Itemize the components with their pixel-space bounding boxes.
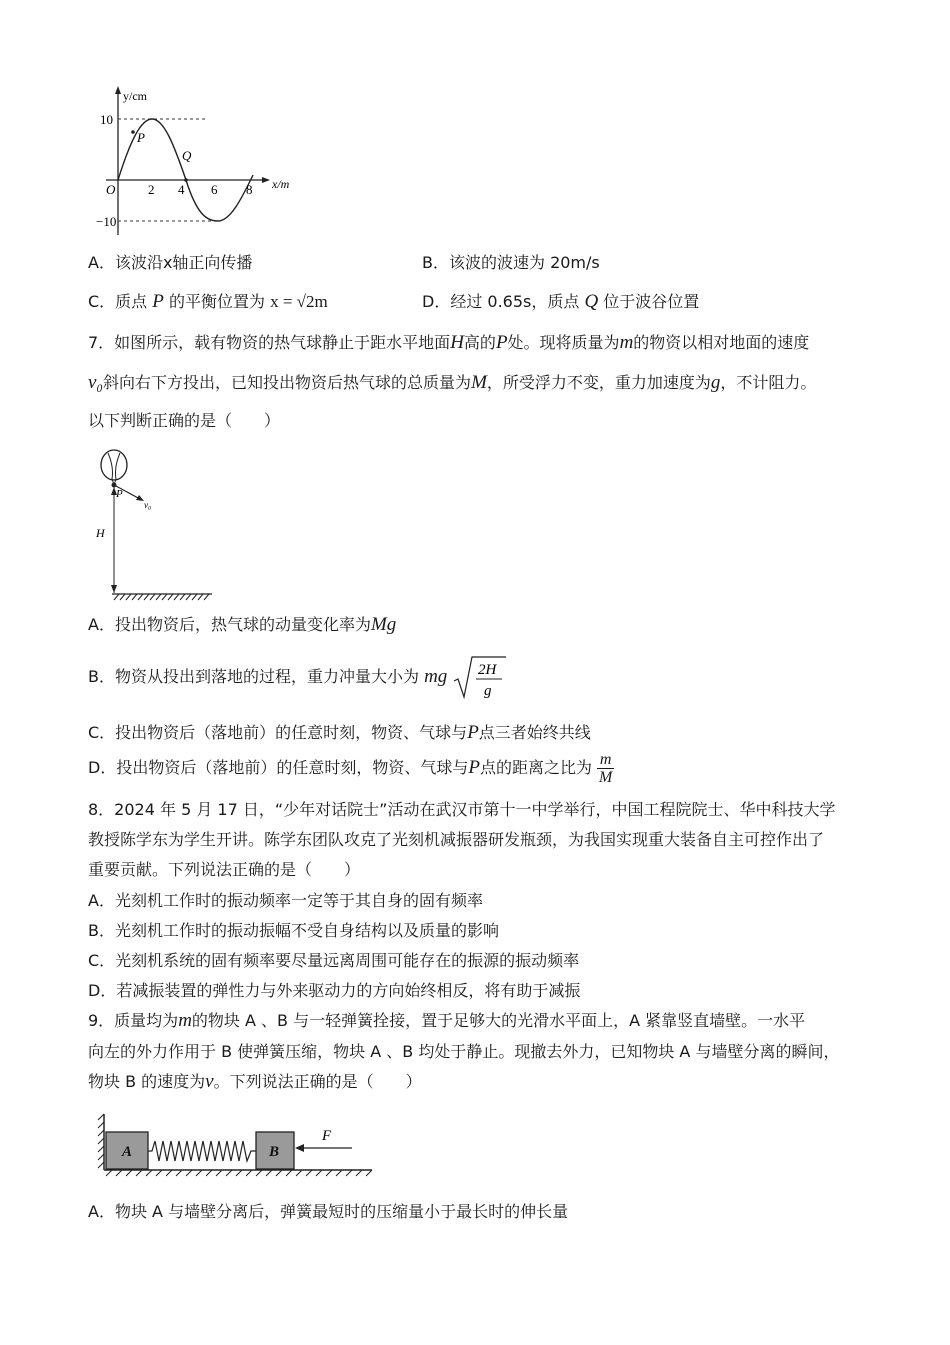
block-a-label: A	[122, 1144, 133, 1160]
q7-stem-text: 处。现将质量为	[507, 333, 620, 352]
q8-option-c: C．光刻机系统的固有频率要尽量远离周围可能存在的振源的振动频率	[88, 951, 580, 970]
sqrt-icon	[452, 655, 508, 701]
point-p-dot	[131, 130, 135, 134]
balloon-lobe-icon	[108, 453, 120, 479]
q7-option-c	[88, 722, 591, 744]
q7-stem-text: 7．如图所示，载有物资的热气球静止于距水平地面	[88, 333, 451, 352]
wave-figure	[96, 80, 306, 240]
q7-option-c-text: C．投出物资后（落地前）的任意时刻，物资、气球与	[88, 723, 468, 742]
wall-hatch	[98, 1114, 104, 1168]
q7-option-b	[88, 653, 508, 701]
x-tick-4: 4	[178, 182, 185, 197]
q7-option-b-formula: mg	[424, 666, 448, 687]
q6-option-b: B．该波的波速为 20m/s	[422, 253, 600, 272]
x-axis-arrow	[262, 177, 270, 183]
q7-var-v0: v₀	[88, 372, 104, 393]
q7-option-d-var: P	[468, 757, 480, 778]
q7-var-g: g	[710, 372, 721, 393]
q7-var-h: H	[450, 332, 464, 353]
q7-option-d	[88, 748, 614, 788]
q9-stem-line1	[88, 1010, 805, 1032]
y-tick-10: 10	[100, 112, 113, 127]
spring-icon	[148, 1141, 256, 1161]
q9-stem-text: 物块 B 的速度为	[88, 1072, 206, 1091]
q8-stem-line3: 重要贡献。下列说法正确的是（ ）	[88, 860, 361, 879]
q7-stem-text: 斜向右下方投出，已知投出物资后热气球的总质量为	[103, 373, 472, 392]
q9-stem-text: 9．质量均为	[88, 1011, 179, 1030]
q9-stem-text: 。下列说法正确的是（ ）	[213, 1072, 422, 1091]
q7-stem-text: ，不计阻力。	[720, 373, 817, 392]
floor-hatch	[106, 1170, 372, 1176]
q7-stem-line3: 以下判断正确的是（ ）	[88, 411, 281, 430]
h-label: H	[96, 526, 105, 540]
x-tick-8: 8	[246, 182, 253, 197]
sqrt-denominator: g	[484, 682, 492, 699]
q7-option-a-text: A．投出物资后，热气球的动量变化率为	[88, 615, 371, 634]
q9-stem-line2: 向左的外力作用于 B 使弹簧压缩，物块 A 、B 均处于静止。现撤去外力，已知物块 A 与墙壁分离的瞬间，	[88, 1042, 840, 1061]
q9-var-v: v	[205, 1071, 214, 1092]
q7-stem-line2	[88, 372, 816, 394]
point-q-label: Q	[182, 148, 192, 163]
q8-option-d: D．若减振装置的弹性力与外来驱动力的方向始终相反，将有助于减振	[88, 981, 581, 1000]
q8-stem-line1: 8．2024 年 5 月 17 日，“少年对话院士”活动在武汉市第十一中学举行，中国工程院院士、华中科技大学	[88, 800, 836, 819]
q6-option-c-mid: 的平衡位置为	[168, 292, 265, 311]
q7-option-d-text: D．投出物资后（落地前）的任意时刻，物资、气球与	[88, 758, 469, 777]
q7-var-bigm: M	[471, 372, 487, 393]
point-p-label: P	[116, 488, 123, 500]
q7-stem-text: 高的	[463, 333, 496, 352]
q6-option-d-prefix: D．经过 0.65s，质点	[422, 292, 580, 311]
q7-var-p: P	[495, 332, 508, 353]
point-p-label: P	[137, 130, 145, 145]
force-arrowhead	[295, 1144, 304, 1152]
block-b-label: B	[269, 1144, 280, 1160]
y-tick-neg10: −10	[96, 214, 117, 229]
q7-stem-text: 的物资以相对地面的速度	[633, 333, 810, 352]
x-tick-2: 2	[148, 182, 155, 197]
balloon-icon	[101, 450, 127, 480]
q7-var-m: m	[619, 332, 634, 353]
q7-option-c-suffix: 点三者始终共线	[478, 723, 591, 742]
fraction-numerator: m	[597, 751, 614, 769]
y-axis-label: y/cm	[123, 89, 147, 103]
x-tick-6: 6	[211, 182, 218, 197]
q6-option-d-var: Q	[584, 291, 599, 312]
q6-option-c-var: P	[152, 291, 164, 312]
q8-option-a: A．光刻机工作时的振动频率一定等于其自身的固有频率	[88, 891, 483, 910]
q6-option-d	[422, 291, 699, 313]
q7-option-b-text: B．物资从投出到落地的过程，重力冲量大小为	[88, 667, 419, 686]
v0-label: v₀	[144, 500, 152, 510]
q9-stem-line3	[88, 1071, 422, 1093]
fraction-denominator: M	[599, 769, 613, 786]
q6-option-c	[88, 291, 328, 313]
x-axis-label: x/m	[272, 177, 290, 191]
q7-option-a	[88, 614, 396, 636]
spring-figure	[94, 1108, 379, 1178]
ground-hatch	[114, 594, 209, 600]
q7-stem-line1	[88, 332, 809, 354]
force-label: F	[322, 1128, 332, 1144]
q9-var-m: m	[178, 1010, 192, 1031]
point-p-dot	[112, 483, 117, 488]
q8-stem-line2: 教授陈学东为学生开讲。陈学东团队攻克了光刻机减振器研发瓶颈，为我国实现重大装备自主可控作出了	[88, 830, 825, 849]
q7-option-a-formula: Mg	[370, 614, 397, 635]
x-tick-origin: O	[106, 182, 116, 197]
y-axis-arrow	[115, 86, 121, 94]
q7-stem-text: ，所受浮力不变，重力加速度为	[486, 373, 711, 392]
q7-option-c-var: P	[467, 722, 479, 743]
balloon-figure	[90, 445, 220, 605]
point-q-dot	[184, 178, 188, 182]
fraction-m-over-m	[597, 751, 614, 786]
q6-option-c-prefix: C．质点	[88, 292, 148, 311]
q6-option-d-suffix: 位于波谷位置	[603, 292, 700, 311]
q7-option-d-suffix: 点的距离之比为	[479, 758, 592, 777]
height-arrow-down	[111, 585, 117, 593]
q8-option-b: B．光刻机工作时的振动振幅不受自身结构以及质量的影响	[88, 921, 499, 940]
sqrt-numerator: 2H	[478, 661, 497, 678]
q9-stem-text: 的物块 A 、B 与一轻弹簧拴接，置于足够大的光滑水平面上，A 紧靠竖直墙壁。一水平	[191, 1011, 806, 1030]
q9-option-a: A．物块 A 与墙壁分离后，弹簧最短时的压缩量小于最长时的伸长量	[88, 1202, 569, 1221]
q6-option-c-formula: x = √2m	[270, 292, 328, 311]
q6-option-a: A．该波沿x轴正向传播	[88, 253, 253, 272]
